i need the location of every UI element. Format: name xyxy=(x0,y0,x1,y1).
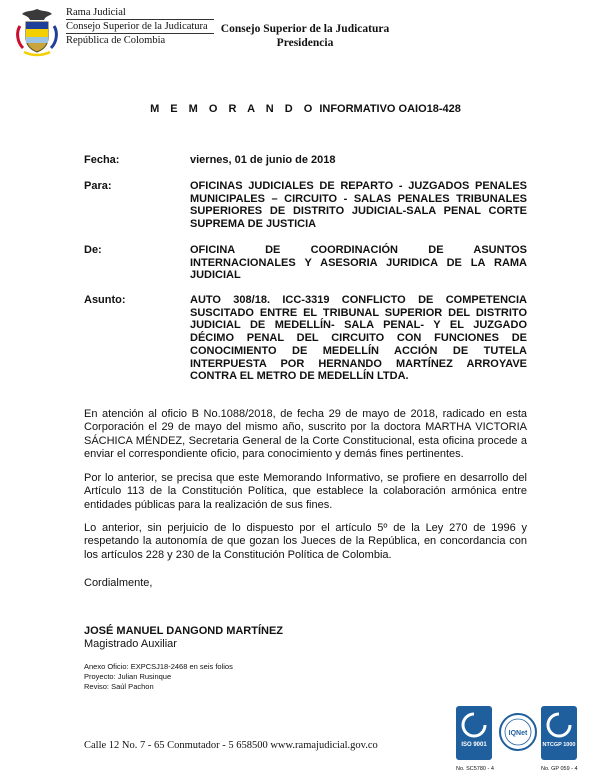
org-line-rama: Rama Judicial xyxy=(66,6,214,20)
iso-9001-code: No. SC5780 - 4 xyxy=(456,766,494,772)
memo-title-word: M E M O R A N D O xyxy=(150,103,317,115)
note-anexo: Anexo Oficio: EXPCSJ18-2468 en seis folios xyxy=(84,662,233,671)
org-line-consejo: Consejo Superior de la Judicatura xyxy=(66,20,214,34)
iqnet-logo xyxy=(498,712,538,757)
note-reviso: Reviso: Saúl Pachon xyxy=(84,682,154,691)
asunto-value: AUTO 308/18. ICC-3319 CONFLICTO DE COMPETENCIA SUSCITADO ENTRE EL TRIBUNAL SUPERIOR DEL DISTRITO JUDICIAL DE MEDELLÍN- SALA PENAL- Y EL JUZGADO DÉCIMO PENAL DEL CIRCUITO CON FUNCIONES DE CONOCIMIENTO DE MEDELLÍN ACCIÓN DE TUTELA INTERPUESTA POR HERNANDO MARTÍNEZ ARROYAVE CONTRA EL METRO DE MEDELLÍN LTDA. xyxy=(190,294,527,383)
asunto-label: Asunto: xyxy=(84,294,126,306)
issuing-office xyxy=(212,22,398,50)
de-label: De: xyxy=(84,244,102,256)
svg-text:NTCGP 1000: NTCGP 1000 xyxy=(542,742,576,748)
signer-name: JOSÉ MANUEL DANGOND MARTÍNEZ xyxy=(84,625,284,637)
issuing-office-unit: Presidencia xyxy=(276,37,334,49)
organization-block xyxy=(66,6,214,47)
fecha-value: viernes, 01 de junio de 2018 xyxy=(190,154,336,166)
body-paragraph-2: Por lo anterior, se precisa que este Memorando Informativo, se profiere en desarrollo del Artículo 113 de la Constitución Política, que establece la colaboración armónica entre entidades públicas para la realización de sus fines. xyxy=(84,472,527,511)
memo-title-code: INFORMATIVO OAIO18-428 xyxy=(319,103,461,115)
body-paragraph-3: Lo anterior, sin perjuicio de lo dispuesto por el artículo 5º de la Ley 270 de 1996 y respetando la autonomía de que gozan los Jueces de la República, en concordancia con los artículos 228 y 230 de la Constitución Política de Colombia. xyxy=(84,522,527,561)
coat-of-arms-logo xyxy=(14,6,60,58)
ntcgp-1000-logo xyxy=(541,706,578,772)
para-value: OFICINAS JUDICIALES DE REPARTO - JUZGADOS PENALES MUNICIPALES – CIRCUITO - SALAS PENALES TRIBUNALES SUPERIORES DE DISTRITO JUDICIAL-SALA PENAL CORTE SUPREMA DE JUSTICIA xyxy=(190,180,527,231)
svg-text:IQNet: IQNet xyxy=(508,730,528,737)
ntcgp-1000-badge-icon xyxy=(541,706,577,760)
body-paragraph-1: En atención al oficio B No.1088/2018, de fecha 29 de mayo de 2018, radicado en esta Corporación el 29 de mayo del mismo año, suscrito por la doctora MARTHA VICTORIA SÁCHICA MÉNDEZ, Secretaria General de la Corte Constitucional, esta oficina procede a enviar el correspondiente oficio, para conocimiento y demás fines pertinentes. xyxy=(84,408,527,460)
ntcgp-1000-code: No. GP 059 - 4 xyxy=(541,766,578,772)
iso-9001-logo xyxy=(456,706,494,772)
fecha-label: Fecha: xyxy=(84,154,120,166)
issuing-office-name: Consejo Superior de la Judicatura xyxy=(220,23,390,35)
para-label: Para: xyxy=(84,180,112,192)
svg-text:ISO 9001: ISO 9001 xyxy=(461,742,487,748)
closing: Cordialmente, xyxy=(84,577,153,589)
note-proyecto: Proyecto: Julian Rusinque xyxy=(84,672,172,681)
de-value: OFICINA DE COORDINACIÓN DE ASUNTOS INTERNACIONALES Y ASESORIA JURIDICA DE LA RAMA JUDICIAL xyxy=(190,244,527,282)
iso-9001-badge-icon xyxy=(456,706,492,760)
signer-title: Magistrado Auxiliar xyxy=(84,638,177,650)
notes xyxy=(84,662,233,692)
memo-title xyxy=(0,103,611,115)
iqnet-badge-icon xyxy=(498,712,538,752)
footer-address: Calle 12 No. 7 - 65 Conmutador - 5 658500 www.ramajudicial.gov.co xyxy=(84,740,378,751)
org-line-republica: República de Colombia xyxy=(66,35,166,46)
